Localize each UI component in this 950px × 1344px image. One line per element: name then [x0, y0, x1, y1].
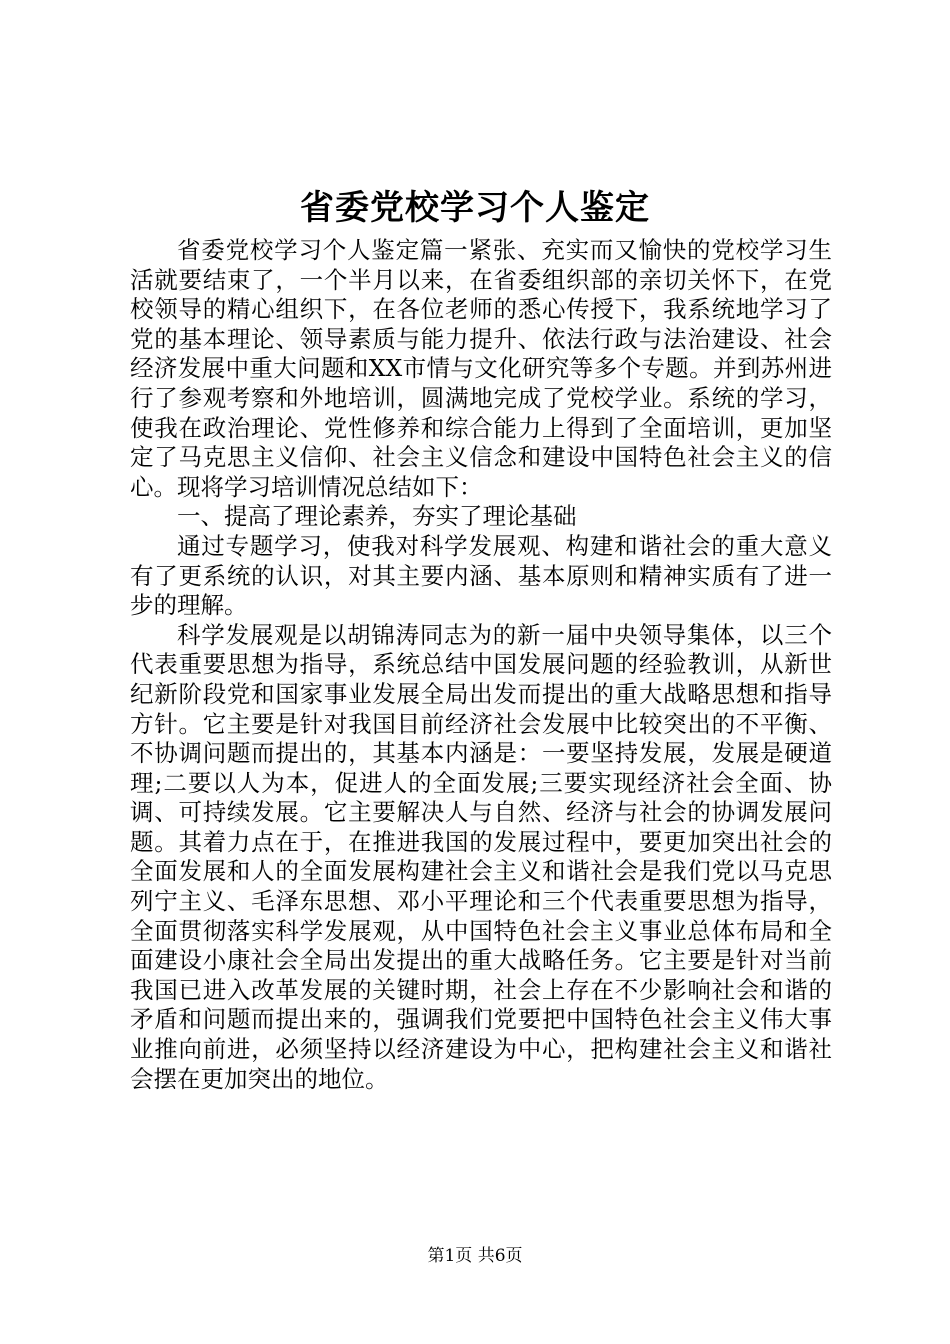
paragraph-study: 通过专题学习，使我对科学发展观、构建和谐社会的重大意义有了更系统的认识，对其主要内涵、基本原则和精神实质有了进一步的理解。 [130, 531, 832, 620]
paragraph-intro: 省委党校学习个人鉴定篇一紧张、充实而又愉快的党校学习生活就要结束了，一个半月以来，在省委组织部的亲切关怀下，在党校领导的精心组织下，在各位老师的悉心传授下，我系统地学习了党的基本理论、领导素质与能力提升、依法行政与法治建设、社会经济发展中重大问题和XX市情与文化研究等多个专题。并到苏州进行了参观考察和外地培训，圆满地完成了党校学业。系统的学习，使我在政治理论、党性修养和综合能力上得到了全面培训，更加坚定了马克思主义信仰、社会主义信念和建设中国特色社会主义的信心。现将学习培训情况总结如下： [130, 236, 832, 501]
page-footer: 第1页 共6页 [427, 1246, 523, 1266]
document-body [130, 236, 832, 1094]
document-title: 省委党校学习个人鉴定 [300, 188, 650, 228]
section-heading: 一、提高了理论素养，夯实了理论基础 [177, 502, 577, 531]
paragraph-development: 科学发展观是以胡锦涛同志为的新一届中央领导集体，以三个代表重要思想为指导，系统总结中国发展问题的经验教训，从新世纪新阶段党和国家事业发展全局出发而提出的重大战略思想和指导方针。它主要是针对我国目前经济社会发展中比较突出的不平衡、不协调问题而提出的，其基本内涵是：一要坚持发展，发展是硬道理;二要以人为本，促进人的全面发展;三要实现经济社会全面、协调、可持续发展。它主要解决人与自然、经济与社会的协调发展问题。其着力点在于，在推进我国的发展过程中，要更加突出社会的全面发展和人的全面发展构建社会主义和谐社会是我们党以马克思列宁主义、毛泽东思想、邓小平理论和三个代表重要思想为指导，全面贯彻落实科学发展观，从中国特色社会主义事业总体布局和全面建设小康社会全局出发提出的重大战略任务。它主要是针对当前我国已进入改革发展的关键时期，社会上存在不少影响社会和谐的矛盾和问题而提出来的，强调我们党要把中国特色社会主义伟大事业推向前进，必须坚持以经济建设为中心，把构建社会主义和谐社会摆在更加突出的地位。 [130, 620, 832, 1093]
